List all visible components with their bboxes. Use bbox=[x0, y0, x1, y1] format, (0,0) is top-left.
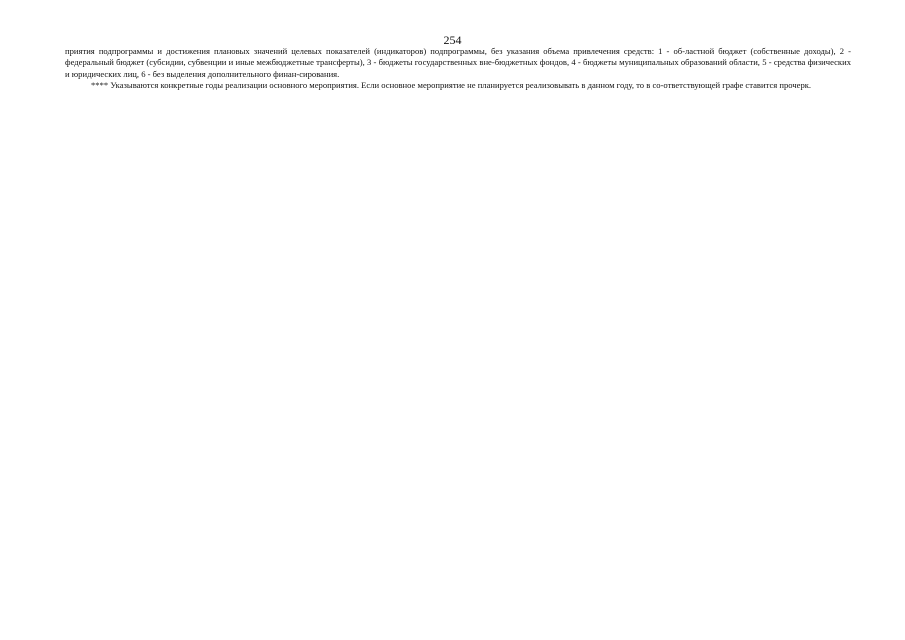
page-number: 254 bbox=[443, 33, 462, 47]
footnote-paragraph-years: **** Указываются конкретные годы реализации основного мероприятия. Если основное мероприятие не планируется реализовывать в данном году, то в со-ответствующей графе ставится прочерк. bbox=[91, 80, 812, 91]
footnote-text-block bbox=[65, 46, 851, 92]
footnote-paragraph-funding-sources: приятия подпрограммы и достижения плановых значений целевых показателей (индикаторов) подпрограммы, без указания объема привлечения средств: 1 - об-ластной бюджет (собственные доходы), 2 - федеральный бюджет (субсидии, субвенции и иные межбюджетные трансферты), 3 - бюджеты государственных вне-бюджетных фондов, 4 - бюджеты муниципальных образований области, 5 - средства физических и юридических лиц, 6 - без выделения дополнительного финан-сирования. bbox=[65, 46, 851, 79]
